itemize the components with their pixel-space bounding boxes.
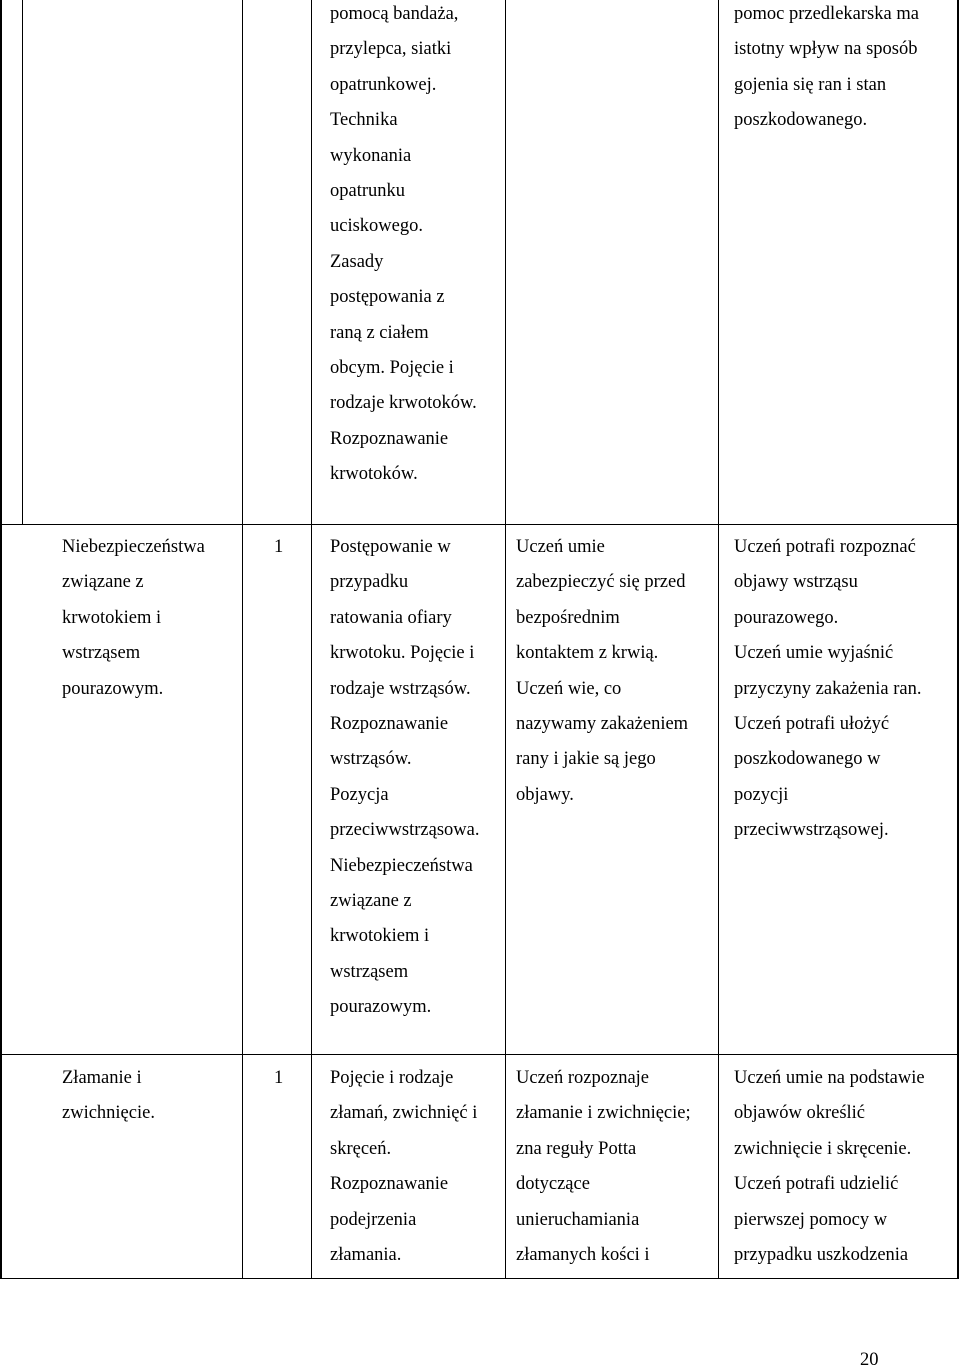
- table-border-left: [0, 0, 2, 1279]
- extended-text-line: poszkodowanego.: [734, 110, 868, 131]
- basic-text-line: bezpośrednim: [516, 607, 620, 628]
- column-divider: [311, 0, 312, 1279]
- extended-text-line: poszkodowanego w: [734, 749, 881, 770]
- basic-text-line: rany i jakie są jego: [516, 749, 656, 770]
- content-text-line: krwotokiem i: [330, 926, 430, 947]
- content-text-line: Rozpoznawanie: [330, 714, 449, 735]
- column-divider: [22, 0, 23, 525]
- content-text-line: pourazowym.: [330, 997, 432, 1018]
- extended-text-line: Uczeń potrafi rozpoznać: [734, 537, 916, 557]
- table-border-bottom: [0, 1278, 959, 1279]
- topic-text-line: zwichnięcie.: [62, 1103, 155, 1124]
- extended-text-line: gojenia się ran i stan: [734, 74, 887, 95]
- basic-text-line: unieruchamiania: [516, 1209, 640, 1230]
- content-text-line: Technika: [330, 110, 398, 131]
- basic-text-line: Uczeń wie, co: [516, 678, 622, 699]
- extended-text-line: istotny wpływ na sposób: [734, 39, 918, 60]
- row-2-extended-cell: [734, 530, 921, 849]
- extended-text-line: Uczeń umie na podstawie: [734, 1068, 925, 1088]
- content-text-line: Niebezpieczeństwa: [330, 855, 473, 876]
- topic-text-line: krwotokiem i: [62, 607, 162, 628]
- content-text-line: uciskowego.: [330, 216, 423, 237]
- row-3-extended-cell: [734, 1061, 925, 1273]
- content-text-line: przeciwwstrząsowa.: [330, 820, 480, 841]
- content-text-line: obcym. Pojęcie i: [330, 358, 454, 379]
- extended-text-line: pomoc przedlekarska ma: [734, 4, 919, 24]
- column-divider: [505, 0, 506, 1279]
- content-text-line: opatrunkowej.: [330, 74, 437, 95]
- content-text-line: ratowania ofiary: [330, 607, 452, 628]
- row-1-content-cell: [330, 0, 477, 493]
- content-text-line: złamania.: [330, 1245, 402, 1266]
- extended-text-line: Uczeń umie wyjaśnić: [734, 643, 894, 664]
- row-divider: [0, 524, 959, 525]
- row-2-basic-cell: [516, 530, 688, 813]
- basic-text-line: złamanie i zwichnięcie;: [516, 1103, 691, 1124]
- basic-text-line: Uczeń rozpoznaje: [516, 1068, 650, 1088]
- content-text-line: wstrząsem: [330, 961, 409, 982]
- page-number: 20: [860, 1350, 879, 1370]
- extended-text-line: pourazowego.: [734, 607, 839, 628]
- row-1-extended-cell: [734, 0, 919, 139]
- content-text-line: złamań, zwichnięć i: [330, 1103, 478, 1124]
- basic-text-line: objawy.: [516, 784, 574, 805]
- table-border-right: [957, 0, 959, 1279]
- content-text-line: rodzaje wstrząsów.: [330, 678, 471, 699]
- content-text-line: podejrzenia: [330, 1209, 417, 1230]
- content-text-line: wstrząsów.: [330, 749, 412, 770]
- row-3-hours-cell: 1: [274, 1068, 284, 1088]
- content-text-line: Pojęcie i rodzaje: [330, 1068, 454, 1088]
- content-text-line: Rozpoznawanie: [330, 1174, 449, 1195]
- basic-text-line: nazywamy zakażeniem: [516, 714, 689, 735]
- extended-text-line: objawy wstrząsu: [734, 572, 858, 593]
- extended-text-line: objawów określić: [734, 1103, 866, 1124]
- column-divider: [718, 0, 719, 1279]
- content-text-line: opatrunku: [330, 181, 406, 202]
- row-2-content-cell: [330, 530, 479, 1026]
- content-text-line: związane z: [330, 891, 412, 912]
- row-2-topic-cell: [62, 530, 205, 707]
- content-text-line: Pozycja: [330, 784, 389, 805]
- content-text-line: postępowania z: [330, 287, 445, 308]
- basic-text-line: zabezpieczyć się przed: [516, 572, 686, 593]
- content-text-line: Postępowanie w: [330, 537, 451, 557]
- content-text-line: skręceń.: [330, 1138, 392, 1159]
- extended-text-line: pierwszej pomocy w: [734, 1209, 888, 1230]
- extended-text-line: przypadku uszkodzenia: [734, 1245, 909, 1266]
- row-3-content-cell: [330, 1061, 477, 1273]
- row-divider: [0, 1054, 959, 1055]
- content-text-line: krwotoków.: [330, 464, 418, 485]
- content-text-line: Zasady: [330, 251, 384, 272]
- topic-text-line: Złamanie i: [62, 1068, 142, 1088]
- content-text-line: krwotoku. Pojęcie i: [330, 643, 475, 664]
- basic-text-line: Uczeń umie: [516, 537, 605, 557]
- row-3-basic-cell: [516, 1061, 691, 1273]
- basic-text-line: dotyczące: [516, 1174, 590, 1195]
- extended-text-line: Uczeń potrafi udzielić: [734, 1174, 899, 1195]
- content-text-line: wykonania: [330, 145, 412, 166]
- row-3-topic-cell: [62, 1061, 155, 1132]
- content-text-line: przypadku: [330, 572, 409, 593]
- extended-text-line: przyczyny zakażenia ran.: [734, 678, 922, 699]
- content-text-line: rodzaje krwotoków.: [330, 393, 477, 414]
- content-text-line: raną z ciałem: [330, 322, 429, 343]
- extended-text-line: zwichnięcie i skręcenie.: [734, 1138, 912, 1159]
- topic-text-line: wstrząsem: [62, 643, 141, 664]
- column-divider: [242, 0, 243, 1279]
- basic-text-line: złamanych kości i: [516, 1245, 650, 1266]
- basic-text-line: zna reguły Potta: [516, 1138, 637, 1159]
- basic-text-line: kontaktem z krwią.: [516, 643, 659, 664]
- extended-text-line: pozycji: [734, 784, 789, 805]
- row-2-hours-cell: 1: [274, 537, 284, 557]
- topic-text-line: pourazowym.: [62, 678, 164, 699]
- content-text-line: Rozpoznawanie: [330, 428, 449, 449]
- content-text-line: pomocą bandaża,: [330, 4, 459, 24]
- content-text-line: przylepca, siatki: [330, 39, 452, 60]
- topic-text-line: związane z: [62, 572, 144, 593]
- extended-text-line: przeciwwstrząsowej.: [734, 820, 889, 841]
- topic-text-line: Niebezpieczeństwa: [62, 537, 205, 557]
- extended-text-line: Uczeń potrafi ułożyć: [734, 714, 890, 735]
